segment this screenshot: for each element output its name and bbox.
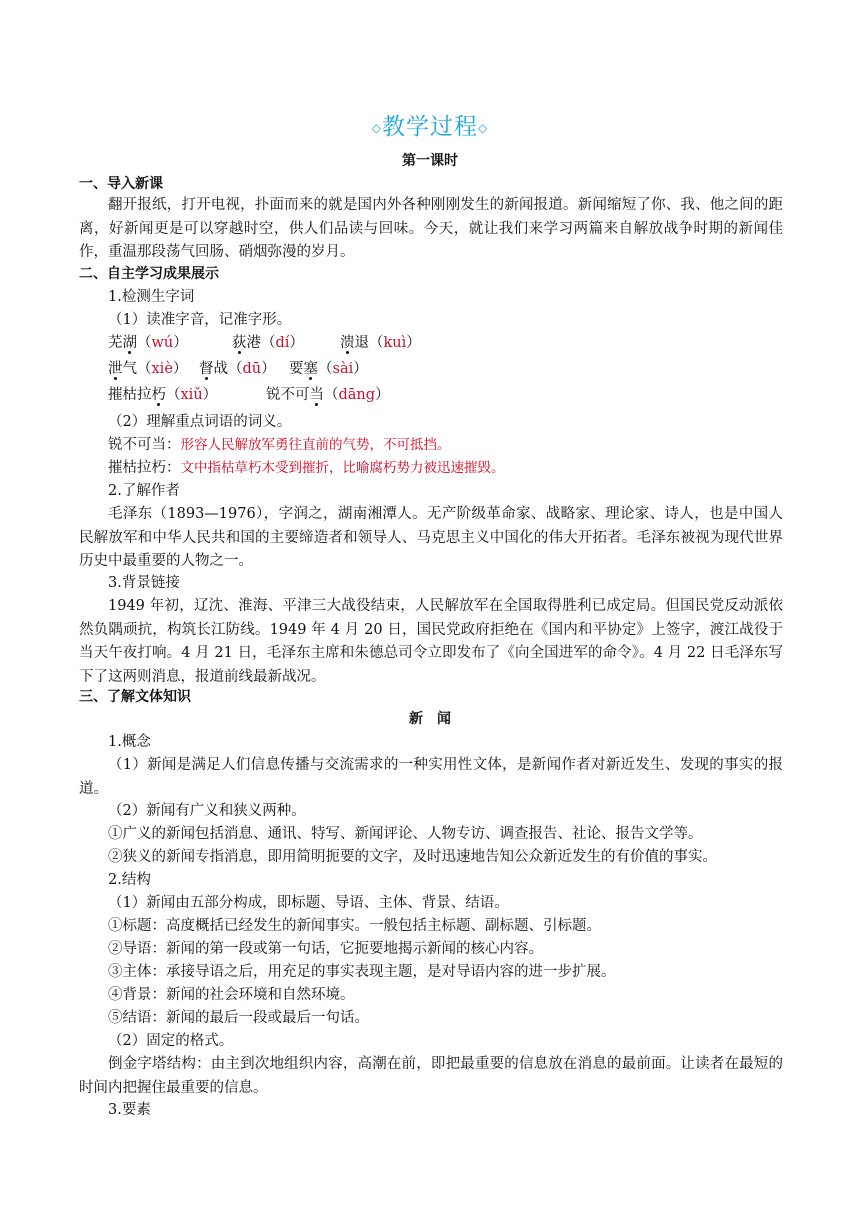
pinyin: xiǔ [180, 387, 203, 403]
pinyin: sài [332, 361, 354, 377]
pinyin: kuì [383, 335, 407, 351]
vocab-word: 泄气（xiè） [108, 361, 188, 377]
structure-line: （1）新闻由五部分构成，即标题、导语、主体、背景、结语。 [108, 895, 509, 911]
diamond-icon: ◇ [371, 121, 382, 135]
item-elements: 3.要素 [108, 1102, 151, 1118]
structure-paragraph: 倒金字塔结构：由主到次地组织内容，高潮在前，即把最重要的信息放在消息的最前面。让读者在最短的时间内把握住最重要的信息。 [79, 1056, 783, 1096]
genre-subtitle: 新 闻 [409, 711, 451, 727]
definition-row [108, 457, 505, 479]
vocab-instruction: （1）读准字音，记准字形。 [108, 312, 292, 328]
pinyin: wú [151, 335, 174, 351]
vocab-word: 督战（dū） [199, 361, 276, 377]
page-title [0, 112, 860, 143]
page-title-text: 教学过程 [382, 114, 478, 140]
structure-line: ②导语：新闻的第一段或第一句话，它扼要地揭示新闻的核心内容。 [108, 941, 543, 957]
concept-paragraph: （1）新闻是满足人们信息传播与交流需求的一种实用性文体，是新闻作者对新近发生、发现的事实的报道。 [79, 757, 783, 797]
concept-line: ②狭义的新闻专指消息，即用简明扼要的文字，及时迅速地告知公众新近发生的有价值的事实。 [108, 849, 717, 865]
pinyin: dí [275, 335, 290, 351]
structure-line: ⑤结语：新闻的最后一段或最后一句话。 [108, 1010, 369, 1026]
vocab-word: 荻港（dí） [232, 335, 304, 351]
vocab-word: 锐不可当（dāng） [266, 387, 390, 403]
structure-line: ①标题：高度概括已经发生的新闻事实。一般包括主标题、副标题、引标题。 [108, 918, 601, 934]
intro-paragraph: 翻开报纸，打开电视，扑面而来的就是国内外各种刚刚发生的新闻报道。新闻缩短了你、我、他之间的距离，好新闻更是可以穿越时空，供人们品读与回味。今天，就让我们来学习两篇来自解放战争时期的新闻佳作，重温那段荡气回肠、硝烟弥漫的岁月。 [79, 197, 783, 260]
structure-line: （2）固定的格式。 [108, 1033, 234, 1049]
section-heading-genre: 三、了解文体知识 [79, 689, 191, 705]
item-background: 3.背景链接 [108, 575, 180, 591]
definition-term: 摧枯拉朽： [108, 460, 181, 476]
author-paragraph: 毛泽东（1893—1976），字润之，湖南湘潭人。无产阶级革命家、战略家、理论家、诗人，也是中国人民解放军和中华人民共和国的主要缔造者和领导人、马克思主义中国化的伟大开拓者。毛泽东被视为现代世界历史中最重要的人物之一。 [79, 506, 783, 569]
concept-line: （2）新闻有广义和狭义两种。 [108, 803, 306, 819]
definition-row [108, 434, 451, 456]
section-heading-self-study: 二、自主学习成果展示 [79, 266, 219, 282]
structure-line: ④背景：新闻的社会环境和自然环境。 [108, 987, 355, 1003]
item-vocab-check: 1.检测生字词 [108, 289, 195, 305]
pinyin: xiè [151, 361, 173, 377]
vocab-word: 要塞（sài） [289, 361, 368, 377]
definition-instruction: （2）理解重点词语的词义。 [108, 414, 292, 430]
lesson-heading: 第一课时 [402, 153, 458, 169]
section-heading-intro: 一、导入新课 [79, 176, 163, 192]
definition-term: 锐不可当： [108, 437, 181, 453]
item-author: 2.了解作者 [108, 483, 180, 499]
pinyin: dū [242, 361, 262, 377]
background-paragraph: 1949 年初，辽沈、淮海、平津三大战役结束，人民解放军在全国取得胜利已成定局。但国民党反动派依然负隅顽抗，构筑长江防线。1949 年 4 月 20 日，国民党政府拒绝在《国内和平协定》上签字，渡江战役于当天午夜打响。4 月 21 日，毛泽东主席和朱德总司令立即发布了《向全国进军的命令》。4 月 22 日毛泽东写下了这两则消息，报道前线最新战况。 [79, 598, 783, 685]
vocab-word: 芜湖（wú） [108, 335, 188, 351]
item-concept: 1.概念 [108, 734, 151, 750]
item-structure: 2.结构 [108, 872, 151, 888]
vocab-word: 摧枯拉朽（xiǔ） [108, 387, 218, 403]
pinyin: dāng [338, 387, 376, 403]
diamond-icon: ◇ [478, 121, 489, 135]
concept-line: ①广义的新闻包括消息、通讯、特写、新闻评论、人物专访、调查报告、社论、报告文学等。 [108, 826, 703, 842]
vocab-word: 溃退（kuì） [340, 335, 421, 351]
definition-text: 文中指枯草朽木受到摧折，比喻腐朽势力被迅速摧毁。 [180, 460, 505, 476]
definition-text: 形容人民解放军勇往直前的气势，不可抵挡。 [180, 437, 451, 453]
structure-line: ③主体：承接导语之后，用充足的事实表现主题，是对导语内容的进一步扩展。 [108, 964, 616, 980]
